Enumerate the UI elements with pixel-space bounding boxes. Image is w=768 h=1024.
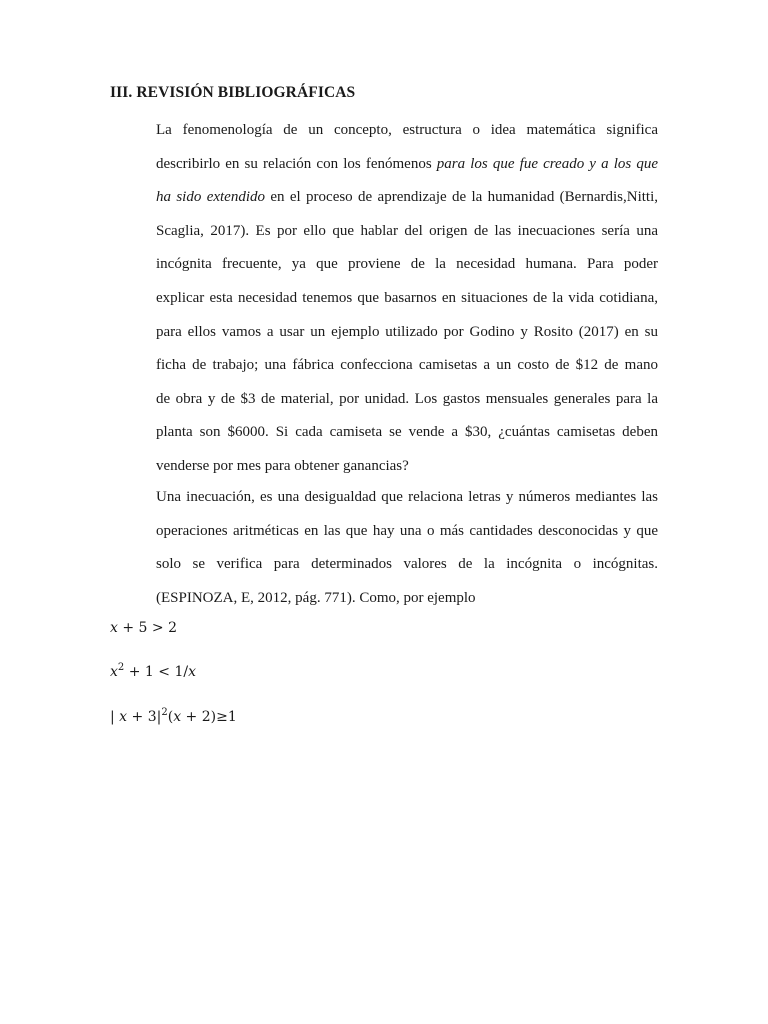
formula-exponent: 2 bbox=[161, 707, 168, 718]
text-line: Scaglia, 2017). Es por ello que hablar del origen de las inecuaciones sería una bbox=[156, 222, 658, 239]
formula-2 bbox=[110, 664, 196, 680]
formula-text: + 2)≥1 bbox=[181, 709, 237, 725]
formula-variable: x bbox=[110, 664, 118, 680]
text-line: venderse por mes para obtener ganancias? bbox=[156, 457, 409, 474]
formula-text: + 5 > 2 bbox=[117, 620, 177, 636]
formula-exponent: 2 bbox=[117, 662, 125, 673]
text-line: La fenomenología de un concepto, estructura o idea matemática significa bbox=[156, 122, 658, 138]
formula-variable: x bbox=[119, 709, 128, 725]
paragraph-1 bbox=[156, 114, 658, 484]
text-line: para ellos vamos a usar un ejemplo utilizado por Godino y Rosito (2017) en su bbox=[156, 323, 658, 340]
formula-text: + 3| bbox=[127, 709, 162, 725]
formula-variable: x bbox=[188, 664, 196, 680]
formula-text: + 1 < 1/ bbox=[124, 664, 189, 680]
formula-text: | bbox=[110, 709, 120, 725]
formula-1 bbox=[110, 620, 177, 636]
text-line: ficha de trabajo; una fábrica confecciona camisetas a un costo de $12 de mano bbox=[156, 357, 658, 374]
text-line: Una inecuación, es una desigualdad que relaciona letras y números mediantes las bbox=[156, 489, 658, 505]
text-segment: describirlo en su relación con los fenómenos bbox=[156, 155, 437, 172]
section-heading: III. REVISIÓN BIBLIOGRÁFICAS bbox=[110, 84, 356, 101]
formula-variable: x bbox=[173, 709, 182, 725]
text-line: explicar esta necesidad tenemos que basarnos en situaciones de la vida cotidiana, bbox=[156, 289, 658, 306]
formula-3 bbox=[110, 709, 237, 725]
italic-segment: ha sido extendido bbox=[156, 189, 266, 206]
paragraph-2 bbox=[156, 481, 658, 615]
text-line: planta son $6000. Si cada camiseta se vende a $30, ¿cuántas camisetas deben bbox=[156, 424, 658, 441]
text-line: solo se verifica para determinados valores de la incógnita o incógnitas. bbox=[156, 556, 658, 573]
text-line: operaciones aritméticas en las que hay una o más cantidades desconocidas y que bbox=[156, 522, 658, 539]
text-line: de obra y de $3 de material, por unidad. Los gastos mensuales generales para la bbox=[156, 390, 658, 407]
formula-text: ( bbox=[167, 709, 174, 725]
text-line bbox=[156, 148, 658, 182]
text-line: (ESPINOZA, E, 2012, pág. 771). Como, por ejemplo bbox=[156, 589, 476, 606]
text-segment: en el proceso de aprendizaje de la humanidad (Bernardis,Nitti, bbox=[265, 189, 658, 206]
italic-segment: para los que fue creado y a los que bbox=[436, 155, 658, 172]
text-line bbox=[156, 181, 658, 215]
formula-variable: x bbox=[110, 620, 118, 636]
text-line: incógnita frecuente, ya que proviene de la necesidad humana. Para poder bbox=[156, 256, 658, 273]
